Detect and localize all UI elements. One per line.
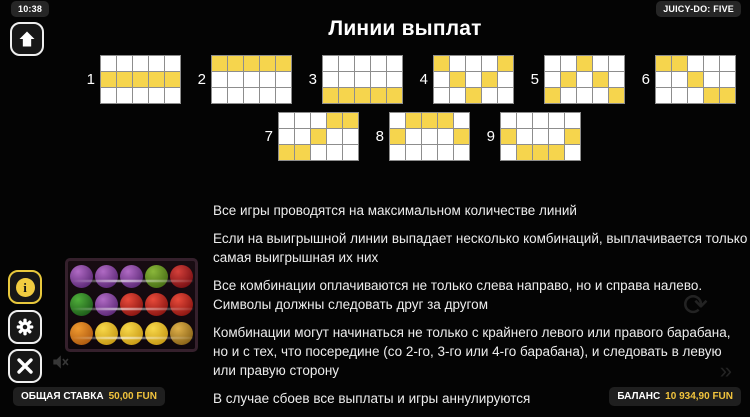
payline-cell bbox=[517, 145, 532, 160]
payline-cell bbox=[450, 88, 465, 103]
payline-cell bbox=[533, 113, 548, 128]
payline-cell bbox=[593, 72, 608, 87]
payline-cell bbox=[406, 145, 421, 160]
payline-cell bbox=[438, 129, 453, 144]
payline-cell bbox=[149, 56, 164, 71]
payline-cell bbox=[279, 129, 294, 144]
payline-grid bbox=[500, 112, 581, 161]
payline-cell bbox=[327, 129, 342, 144]
payline-grid bbox=[389, 112, 470, 161]
payline-grid bbox=[433, 55, 514, 104]
pomegranate-symbol bbox=[170, 265, 193, 288]
payline-cell bbox=[593, 88, 608, 103]
payline-1 bbox=[83, 55, 181, 104]
plum-symbol bbox=[70, 265, 93, 288]
payline-cell bbox=[720, 88, 735, 103]
payline-cell bbox=[466, 88, 481, 103]
payline-cell bbox=[533, 129, 548, 144]
payline-cell bbox=[149, 72, 164, 87]
payline-cell bbox=[133, 88, 148, 103]
payline-cell bbox=[450, 56, 465, 71]
payline-cell bbox=[577, 88, 592, 103]
payline-cell bbox=[323, 88, 338, 103]
payline-cell bbox=[133, 56, 148, 71]
payline-cell bbox=[609, 88, 624, 103]
payline-cell bbox=[228, 56, 243, 71]
close-button[interactable] bbox=[8, 349, 42, 383]
payline-cell bbox=[228, 88, 243, 103]
info-button[interactable] bbox=[8, 270, 42, 304]
payline-cell bbox=[549, 145, 564, 160]
gear-icon bbox=[15, 317, 35, 337]
payline-cell bbox=[406, 113, 421, 128]
payline-cell bbox=[260, 88, 275, 103]
home-icon bbox=[17, 29, 37, 49]
payline-cell bbox=[501, 145, 516, 160]
payline-cell bbox=[577, 56, 592, 71]
payline-cell bbox=[117, 56, 132, 71]
payline-cell bbox=[295, 129, 310, 144]
settings-button[interactable] bbox=[8, 310, 42, 344]
apple-symbol bbox=[120, 293, 143, 316]
watermelon-symbol bbox=[70, 293, 93, 316]
payline-7 bbox=[261, 112, 359, 161]
payline-cell bbox=[482, 88, 497, 103]
balance-badge bbox=[609, 387, 741, 406]
payline-cell bbox=[355, 72, 370, 87]
payline-number: 5 bbox=[530, 71, 539, 88]
clock-badge: 10:38 bbox=[11, 1, 49, 17]
rule-paragraph: В случае сбоев все выплаты и игры аннулируются bbox=[213, 391, 531, 406]
payline-cell bbox=[565, 145, 580, 160]
payline-cell bbox=[311, 129, 326, 144]
rule-paragraph: Комбинации могут начинаться не только с крайнего левого или правого барабана, но и с тех, что посередине (со 2-го, 3-го или 4-го барабана), и следовать в левую или правую сторону bbox=[213, 325, 731, 378]
payline-cell bbox=[434, 56, 449, 71]
payline-cell bbox=[276, 88, 291, 103]
reel-symbols bbox=[68, 261, 195, 349]
payline-cell bbox=[422, 129, 437, 144]
payline-cell bbox=[295, 113, 310, 128]
plum-symbol bbox=[95, 293, 118, 316]
payline-cell bbox=[704, 56, 719, 71]
payline-cell bbox=[545, 56, 560, 71]
payline-cell bbox=[501, 129, 516, 144]
payline-cell bbox=[165, 72, 180, 87]
payline-cell bbox=[688, 72, 703, 87]
payline-number: 2 bbox=[197, 71, 206, 88]
payline-cell bbox=[577, 72, 592, 87]
payline-cell bbox=[466, 72, 481, 87]
payline-cell bbox=[339, 56, 354, 71]
close-icon bbox=[16, 357, 34, 375]
payline-cell bbox=[323, 72, 338, 87]
payline-cell bbox=[454, 129, 469, 144]
payline-8 bbox=[372, 112, 470, 161]
payline-cell bbox=[244, 88, 259, 103]
payline-cell bbox=[656, 72, 671, 87]
payline-cell bbox=[276, 56, 291, 71]
payline-cell bbox=[117, 88, 132, 103]
payline-cell bbox=[117, 72, 132, 87]
payline-cell bbox=[545, 88, 560, 103]
payline-cell bbox=[260, 72, 275, 87]
payline-cell bbox=[561, 88, 576, 103]
fast-forward-icon: » bbox=[719, 358, 732, 383]
plum-symbol bbox=[95, 265, 118, 288]
payline-cell bbox=[165, 56, 180, 71]
payline-cell bbox=[101, 56, 116, 71]
payline-cell bbox=[387, 88, 402, 103]
payline-cell bbox=[339, 72, 354, 87]
game-title-badge: JUICY-DO: FIVE bbox=[656, 1, 741, 17]
payline-cell bbox=[339, 88, 354, 103]
payline-number: 3 bbox=[308, 71, 317, 88]
payline-cell bbox=[561, 56, 576, 71]
payline-cell bbox=[438, 145, 453, 160]
payline-cell bbox=[276, 72, 291, 87]
payline-cell bbox=[244, 56, 259, 71]
payline-cell bbox=[593, 56, 608, 71]
payline-cell bbox=[323, 56, 338, 71]
payline-cell bbox=[355, 88, 370, 103]
payline-cell bbox=[704, 72, 719, 87]
payline-cell bbox=[327, 145, 342, 160]
payline-cell bbox=[228, 72, 243, 87]
payline-cell bbox=[672, 88, 687, 103]
lime-symbol bbox=[145, 265, 168, 288]
total-bet-value: 50,00 FUN bbox=[108, 391, 157, 402]
payline-grid bbox=[655, 55, 736, 104]
payline-cell bbox=[454, 113, 469, 128]
payline-cell bbox=[565, 113, 580, 128]
payline-cell bbox=[406, 129, 421, 144]
payline-cell bbox=[133, 72, 148, 87]
payline-6 bbox=[638, 55, 736, 104]
payline-cell bbox=[454, 145, 469, 160]
rule-paragraph: Если на выигрышной линии выпадает несколько комбинаций, выплачивается только самая выигрышная их них bbox=[213, 231, 748, 265]
redo-arrow-icon: ⟳ bbox=[682, 289, 708, 322]
payline-cell bbox=[672, 72, 687, 87]
payline-number: 6 bbox=[641, 71, 650, 88]
payline-cell bbox=[212, 72, 227, 87]
payline-cell bbox=[311, 113, 326, 128]
payline-cell bbox=[498, 56, 513, 71]
payline-cell bbox=[549, 129, 564, 144]
balance-label: БАЛАНС bbox=[617, 391, 661, 402]
payline-cell bbox=[390, 113, 405, 128]
paylines-row-1 bbox=[83, 55, 736, 104]
payline-cell bbox=[343, 113, 358, 128]
payline-cell bbox=[371, 56, 386, 71]
payline-4 bbox=[416, 55, 514, 104]
speaker-muted-icon bbox=[50, 352, 70, 372]
payline-grid bbox=[278, 112, 359, 161]
lemon-symbol bbox=[145, 322, 168, 345]
paylines-row-2 bbox=[261, 112, 581, 161]
payline-cell bbox=[609, 72, 624, 87]
payline-cell bbox=[295, 145, 310, 160]
payline-cell bbox=[688, 88, 703, 103]
payline-cell bbox=[720, 56, 735, 71]
payline-cell bbox=[434, 72, 449, 87]
payline-grid bbox=[100, 55, 181, 104]
pineapple-symbol bbox=[170, 322, 193, 345]
payline-number: 4 bbox=[419, 71, 428, 88]
payline-cell bbox=[260, 56, 275, 71]
payline-cell bbox=[212, 56, 227, 71]
apple-symbol bbox=[145, 293, 168, 316]
payline-cell bbox=[656, 56, 671, 71]
payline-grid bbox=[211, 55, 292, 104]
payline-cell bbox=[501, 113, 516, 128]
payline-cell bbox=[343, 145, 358, 160]
payline-cell bbox=[101, 88, 116, 103]
payline-cell bbox=[387, 56, 402, 71]
payline-5 bbox=[527, 55, 625, 104]
reels-preview bbox=[65, 258, 198, 352]
total-bet-badge bbox=[13, 387, 165, 406]
payline-number: 9 bbox=[486, 128, 495, 145]
payline-cell bbox=[561, 72, 576, 87]
rule-paragraph: Все комбинации оплачиваются не только слева направо, но и справа налево. Символы должны следовать друг за другом bbox=[213, 278, 703, 312]
payline-cell bbox=[311, 145, 326, 160]
payline-cell bbox=[688, 56, 703, 71]
payline-cell bbox=[533, 145, 548, 160]
payline-cell bbox=[101, 72, 116, 87]
payline-cell bbox=[656, 88, 671, 103]
payline-grid bbox=[544, 55, 625, 104]
page-title: Линии выплат bbox=[328, 17, 482, 40]
payline-cell bbox=[371, 88, 386, 103]
payline-cell bbox=[450, 72, 465, 87]
lemon-symbol bbox=[95, 322, 118, 345]
payline-cell bbox=[387, 72, 402, 87]
total-bet-label: ОБЩАЯ СТАВКА bbox=[21, 391, 104, 402]
payline-cell bbox=[672, 56, 687, 71]
payline-2 bbox=[194, 55, 292, 104]
payline-cell bbox=[355, 56, 370, 71]
payline-cell bbox=[517, 113, 532, 128]
rules-text bbox=[213, 201, 747, 417]
payline-cell bbox=[390, 145, 405, 160]
payline-cell bbox=[498, 88, 513, 103]
payline-cell bbox=[212, 88, 227, 103]
payline-cell bbox=[434, 88, 449, 103]
payline-cell bbox=[545, 72, 560, 87]
payline-cell bbox=[327, 113, 342, 128]
payline-cell bbox=[244, 72, 259, 87]
apple-symbol bbox=[170, 293, 193, 316]
balance-value: 10 934,90 FUN bbox=[665, 391, 733, 402]
payline-cell bbox=[422, 145, 437, 160]
payline-grid bbox=[322, 55, 403, 104]
payline-number: 1 bbox=[86, 71, 95, 88]
orange-symbol bbox=[70, 322, 93, 345]
lemon-symbol bbox=[120, 322, 143, 345]
payline-9 bbox=[483, 112, 581, 161]
payline-cell bbox=[422, 113, 437, 128]
payline-cell bbox=[565, 129, 580, 144]
info-icon: i bbox=[16, 278, 35, 297]
payline-cell bbox=[371, 72, 386, 87]
payline-cell bbox=[390, 129, 405, 144]
payline-cell bbox=[438, 113, 453, 128]
rule-paragraph: Все игры проводятся на максимальном количестве линий bbox=[213, 203, 577, 218]
home-button[interactable] bbox=[10, 22, 44, 56]
payline-cell bbox=[517, 129, 532, 144]
payline-cell bbox=[343, 129, 358, 144]
payline-cell bbox=[482, 56, 497, 71]
payline-cell bbox=[165, 88, 180, 103]
payline-cell bbox=[466, 56, 481, 71]
payline-cell bbox=[279, 113, 294, 128]
payline-cell bbox=[149, 88, 164, 103]
payline-cell bbox=[609, 56, 624, 71]
payline-cell bbox=[279, 145, 294, 160]
payline-number: 8 bbox=[375, 128, 384, 145]
payline-cell bbox=[704, 88, 719, 103]
payline-cell bbox=[720, 72, 735, 87]
payline-cell bbox=[498, 72, 513, 87]
payline-cell bbox=[549, 113, 564, 128]
payline-number: 7 bbox=[264, 128, 273, 145]
payline-cell bbox=[482, 72, 497, 87]
plum-symbol bbox=[120, 265, 143, 288]
payline-3 bbox=[305, 55, 403, 104]
